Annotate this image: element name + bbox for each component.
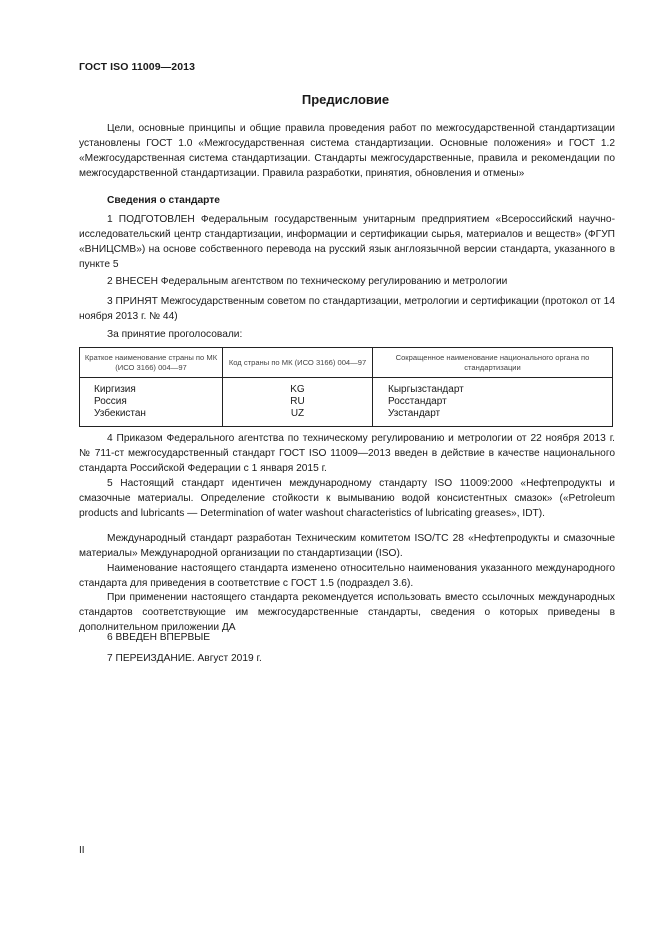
item-1-paragraph: 1 ПОДГОТОВЛЕН Федеральным государственным унитарным предприятием «Всероссийский научно-исследовательский центр стандартизации, информации и сертификации сырья, материалов и веществ» (ФГУП «ВНИЦСМВ») на основе собственного перевода на русский язык англоязычной версии стандарта, указанного в пункте 5 (79, 214, 615, 271)
section-heading: Сведения о стандарте (107, 195, 220, 206)
table-row (80, 378, 613, 427)
item-4-paragraph: 4 Приказом Федерального агентства по техническому регулированию и метрологии от 22 ноября 2013 г. № 711-ст межгосударственный стандарт ГОСТ ISO 11009—2013 введен в действие в качестве национального стандарта Российской Федерации с 1 января 2015 г. (79, 433, 615, 475)
voted-label: За принятие проголосовали: (107, 329, 243, 340)
intro-paragraph: Цели, основные принципы и общие правила проведения работ по межгосударственной стандартизации установлены ГОСТ 1.0 «Межгосударственная система стандартизации. Основные положения» и ГОСТ 1.2 «Межгосударственная система стандартизации. Стандарты межгосударственные, правила и рекомендации по межгосударственной стандартизации. Правила разработки, принятия, обновления и отмены» (79, 123, 615, 180)
item-5-paragraph: 5 Настоящий стандарт идентичен международному стандарту ISO 11009:2000 «Нефтепродукты и смазочные материалы. Определение стойкости к вымыванию водой консистентных смазок» («Petroleum products and lubricants — Determination of water washout characteristics of lubricating greases», IDT). (79, 478, 615, 520)
item-5-developer-paragraph: Международный стандарт разработан Техническим комитетом ISO/TC 28 «Нефтепродукты и смазочные материалы» Международной организации по стандартизации (ISO). (79, 533, 615, 560)
item-2-paragraph: 2 ВНЕСЕН Федеральным агентством по техническому регулированию и метрологии (107, 276, 508, 287)
col-header-code: Код страны по МК (ИСО 3166) 004—97 (223, 348, 373, 378)
table-header-row (80, 348, 613, 378)
col-header-country: Краткое наименование страны по МК (ИСО 3166) 004—97 (80, 348, 223, 378)
cell-countries: Киргизия Россия Узбекистан (80, 378, 223, 427)
cell-codes: KG RU UZ (223, 378, 373, 427)
item-3-paragraph: 3 ПРИНЯТ Межгосударственным советом по стандартизации, метрологии и сертификации (протокол от 14 ноября 2013 г. № 44) (79, 296, 615, 323)
cell-bodies: Кыргызстандарт Росстандарт Узстандарт (373, 378, 613, 427)
voting-table (79, 347, 613, 427)
item-6-paragraph: 6 ВВЕДЕН ВПЕРВЫЕ (107, 632, 211, 643)
item-7-paragraph: 7 ПЕРЕИЗДАНИЕ. Август 2019 г. (107, 653, 262, 664)
document-code: ГОСТ ISO 11009—2013 (79, 61, 196, 73)
item-5-references-paragraph: При применении настоящего стандарта рекомендуется использовать вместо ссылочных международных стандартов соответствующие им межгосударственные стандарты, сведения о которых приведены в дополнительном приложении ДА (79, 592, 615, 634)
col-header-body: Сокращенное наименование национального органа по стандартизации (373, 348, 613, 378)
page-title: Предисловие (301, 92, 390, 107)
item-5-name-change-paragraph: Наименование настоящего стандарта изменено относительно наименования указанного международного стандарта для приведения в соответствие с ГОСТ 1.5 (подраздел 3.6). (79, 563, 615, 590)
page-number: II (79, 845, 85, 856)
